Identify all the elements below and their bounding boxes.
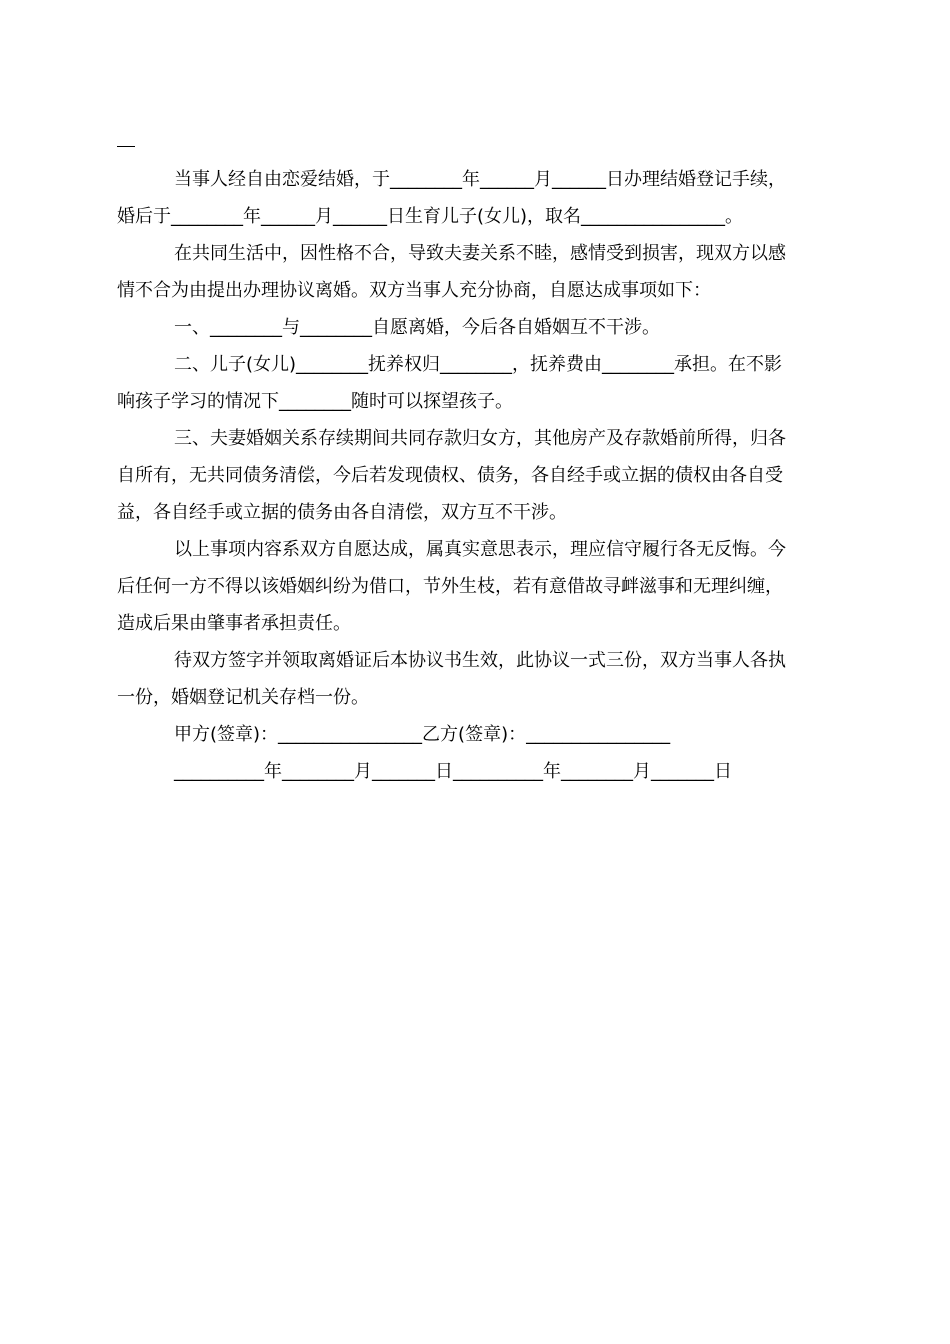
top-dash-mark xyxy=(117,146,135,147)
document-line: 益，各自经手或立据的债务由各自清偿，双方互不干涉。 xyxy=(117,502,567,523)
document-line: 一份，婚姻登记机关存档一份。 xyxy=(117,687,369,708)
document-line: 二、儿子(女儿)________抚养权归________，抚养费由________承担。在不影 xyxy=(174,354,783,375)
document-line: __________年________月_______日__________年________月_______日 xyxy=(174,761,732,782)
document-line: 情不合为由提出办理协议离婚。双方当事人充分协商，自愿达成事项如下： xyxy=(117,280,711,301)
agreement-body xyxy=(117,161,837,790)
document-line: 一、________与________自愿离婚，今后各自婚姻互不干涉。 xyxy=(174,317,660,338)
document-line: 在共同生活中，因性格不合，导致夫妻关系不睦，感情受到损害，现双方以感 xyxy=(174,243,786,264)
document-line: 响孩子学习的情况下________随时可以探望孩子。 xyxy=(117,391,513,412)
document-line: 甲方(签章)：________________乙方(签章)：________________ xyxy=(174,724,671,745)
document-line: 当事人经自由恋爱结婚，于________年______月______日办理结婚登记手续， xyxy=(174,169,786,190)
document-line: 待双方签字并领取离婚证后本协议书生效，此协议一式三份，双方当事人各执 xyxy=(174,650,786,671)
document-line: 造成后果由肇事者承担责任。 xyxy=(117,613,351,634)
document-line: 后任何一方不得以该婚姻纠纷为借口，节外生枝，若有意借故寻衅滋事和无理纠缠， xyxy=(117,576,783,597)
document-line: 三、夫妻婚姻关系存续期间共同存款归女方，其他房产及存款婚前所得，归各 xyxy=(174,428,786,449)
document-line: 自所有，无共同债务清偿，今后若发现债权、债务，各自经手或立据的债权由各自受 xyxy=(117,465,783,486)
document-line: 以上事项内容系双方自愿达成，属真实意思表示，理应信守履行各无反悔。今 xyxy=(174,539,786,560)
document-line: 婚后于________年______月______日生育儿子(女儿)，取名________________。 xyxy=(117,206,744,227)
